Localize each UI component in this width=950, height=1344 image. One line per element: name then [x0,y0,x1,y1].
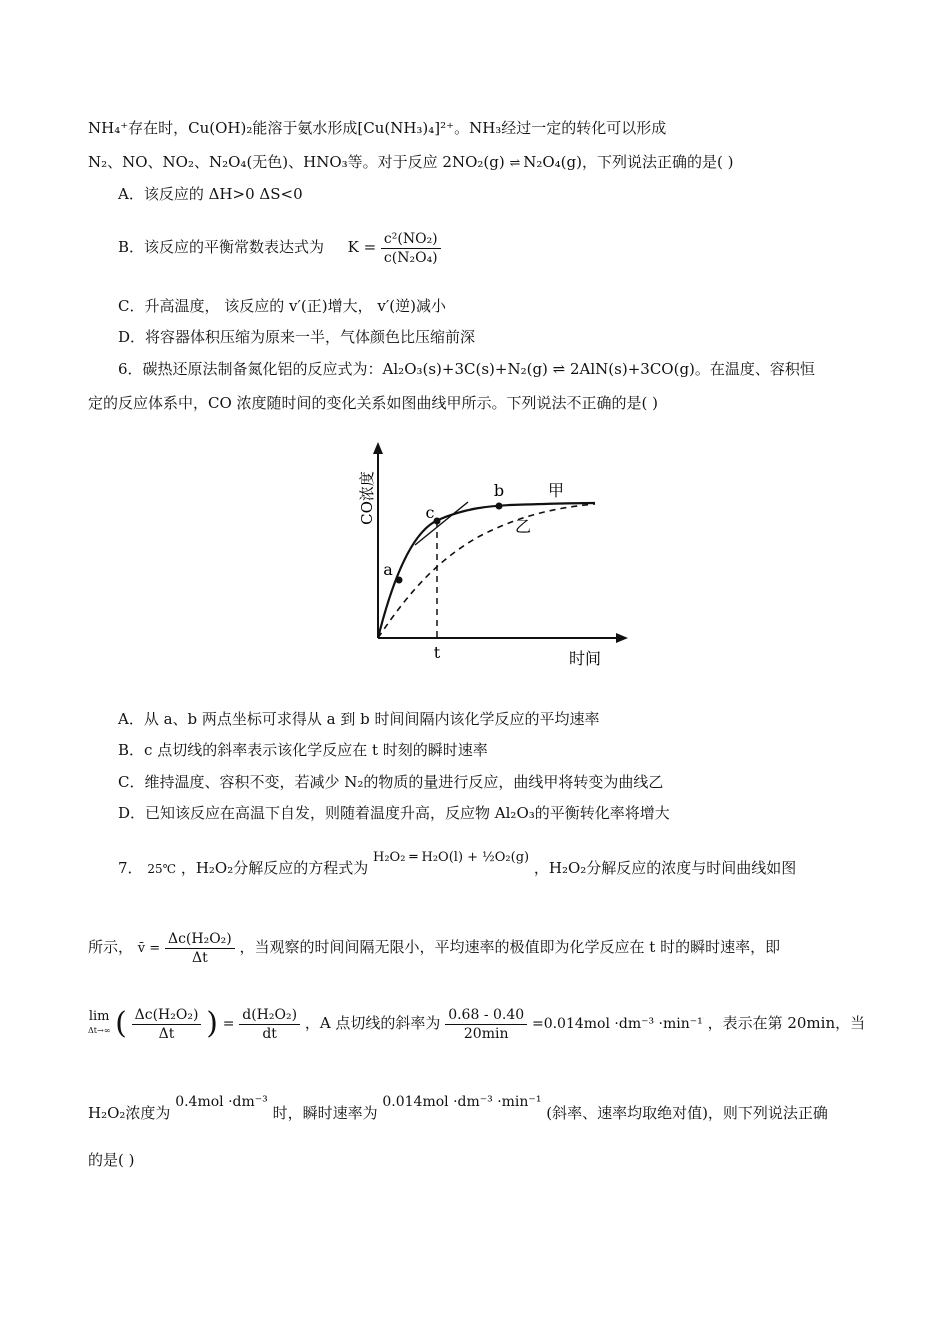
q7-para3-mid: ，A 点切线的斜率为 [304,1014,441,1032]
q7-para3 [88,998,865,1049]
q7-derivative-denominator: dt [262,1025,277,1042]
x-axis-arrow-icon [616,633,628,643]
point-c-marker [434,518,441,525]
q7-lim-numerator: Δc(H₂O₂) [132,1006,202,1025]
q5-stem-line1: NH₄⁺存在时，Cu(OH)₂能溶于氨水形成[Cu(NH₃)₄]²⁺。NH₃经过一定的转化可以形成 [88,119,667,137]
q5-option-b-k: K = [347,238,377,256]
q7-left-paren-icon: ( [115,1006,127,1041]
q7-slope-value: =0.014mol ·dm⁻³ ·min⁻¹ [531,1016,703,1032]
q7-limit-word: lim [88,1009,110,1024]
q7-para4-pre: H₂O₂浓度为 [88,1104,171,1122]
q5-stem-line2-pre: N₂、NO、NO₂、N₂O₄(无色)、HNO₃等。对于反应 2NO₂(g) [88,153,505,171]
q7-para4 [88,1094,828,1124]
point-b-label: b [493,481,505,500]
point-a-marker [396,577,403,584]
q7-slope-numerator: 0.68 - 0.40 [445,1006,527,1025]
q7-concentration-value: 0.4mol ·dm⁻³ [175,1094,268,1110]
q7-para4-mid: 时，瞬时速率为 [272,1104,378,1122]
q6-option-c: C．维持温度、容积不变，若减少 N₂的物质的量进行反应，曲线甲将转变为曲线乙 [118,773,664,791]
q7-limit-sub: Δt→∞ [88,1026,111,1035]
q7-para3-post: ，表示在第 20min，当 [707,1014,866,1032]
q7-derivative-numerator: d(H₂O₂) [239,1006,300,1025]
q7-decomposition-equation: H₂O₂ ═ H₂O(l) + ½O₂(g) [373,850,530,865]
q7-para5: 的是( ) [88,1151,135,1169]
q7-limit [88,1010,110,1038]
q7-number: 7． [118,859,143,877]
q7-lim-denominator: Δt [158,1025,175,1042]
q5-stem-line2-post: N₂O₄(g)，下列说法正确的是( ) [523,153,734,171]
q5-option-b-fraction [381,230,441,267]
point-a-label: a [383,560,393,579]
q5-option-b [118,225,441,269]
curve-yi [378,504,595,638]
curve-jia [378,503,595,638]
curve-jia-label: 甲 [547,481,565,500]
equilibrium-arrow-icon: ⇌ [509,156,519,171]
q6-option-b: B．c 点切线的斜率表示该化学反应在 t 时刻的瞬时速率 [118,741,488,759]
q5-option-d: D．将容器体积压缩为原来一半，气体颜色比压缩前深 [118,328,476,346]
q6-stem-line1: 6．碳热还原法制备氮化铝的反应式为：Al₂O₃(s)+3C(s)+N₂(g) ⇌ 2AlN(s)+3CO(g)。在温度、容积恒 [118,360,815,378]
q7-para2 [88,925,780,971]
q5-stem-line2 [88,152,733,174]
curve-yi-label: 乙 [514,517,532,536]
co-concentration-graph [340,440,640,670]
x-axis-label: 时间 [568,649,602,668]
q7-slope-fraction [445,1006,527,1043]
q5-option-c: C．升高温度， 该反应的 v′(正)增大， v′(逆)减小 [118,297,446,315]
y-axis-label: CO浓度 [358,471,376,525]
q7-rate-value: 0.014mol ·dm⁻³ ·min⁻¹ [382,1094,542,1110]
q7-slope-denominator: 20min [463,1025,509,1042]
q7-para1 [118,850,797,880]
q5-option-a: A．该反应的 ΔH>0 ΔS<0 [118,185,303,203]
q7-temperature: 25℃ [147,862,177,876]
y-axis-arrow-icon [373,442,383,454]
q7-avg-denominator: Δt [191,949,208,966]
q7-para1-mid: ，H₂O₂分解反应的方程式为 [180,859,369,877]
q7-average-rate-fraction [165,930,235,967]
tangent-at-c [415,502,468,545]
tick-t-label: t [433,643,441,662]
q7-avg-numerator: Δc(H₂O₂) [165,930,235,949]
q7-equals: = [222,1016,235,1032]
q6-option-d: D．已知该反应在高温下自发，则随着温度升高，反应物 Al₂O₃的平衡转化率将增大 [118,804,670,822]
q6-option-a: A．从 a、b 两点坐标可求得从 a 到 b 时间间隔内该化学反应的平均速率 [118,710,600,728]
q5-option-b-numerator: c²(NO₂) [381,230,441,249]
q7-para1-post: ，H₂O₂分解反应的浓度与时间曲线如图 [533,859,797,877]
q7-right-paren-icon: ) [206,1006,218,1041]
q7-para2-post: ，当观察的时间间隔无限小，平均速率的极值即为化学反应在 t 时的瞬时速率，即 [239,938,781,956]
q7-para2-pre: 所示， [88,938,134,956]
q5-option-b-text: B．该反应的平衡常数表达式为 [118,238,325,256]
q7-derivative-fraction [239,1006,300,1043]
q5-option-b-denominator: c(N₂O₄) [383,249,438,266]
q7-limit-fraction [132,1006,202,1043]
q6-stem-line2: 定的反应体系中，CO 浓度随时间的变化关系如图曲线甲所示。下列说法不正确的是( ) [88,394,659,412]
q7-average-rate-symbol: v̄ = [137,941,161,956]
point-c-label: c [425,503,435,522]
point-b-marker [496,503,503,510]
q7-para4-post: (斜率、速率均取绝对值)，则下列说法正确 [546,1104,828,1122]
